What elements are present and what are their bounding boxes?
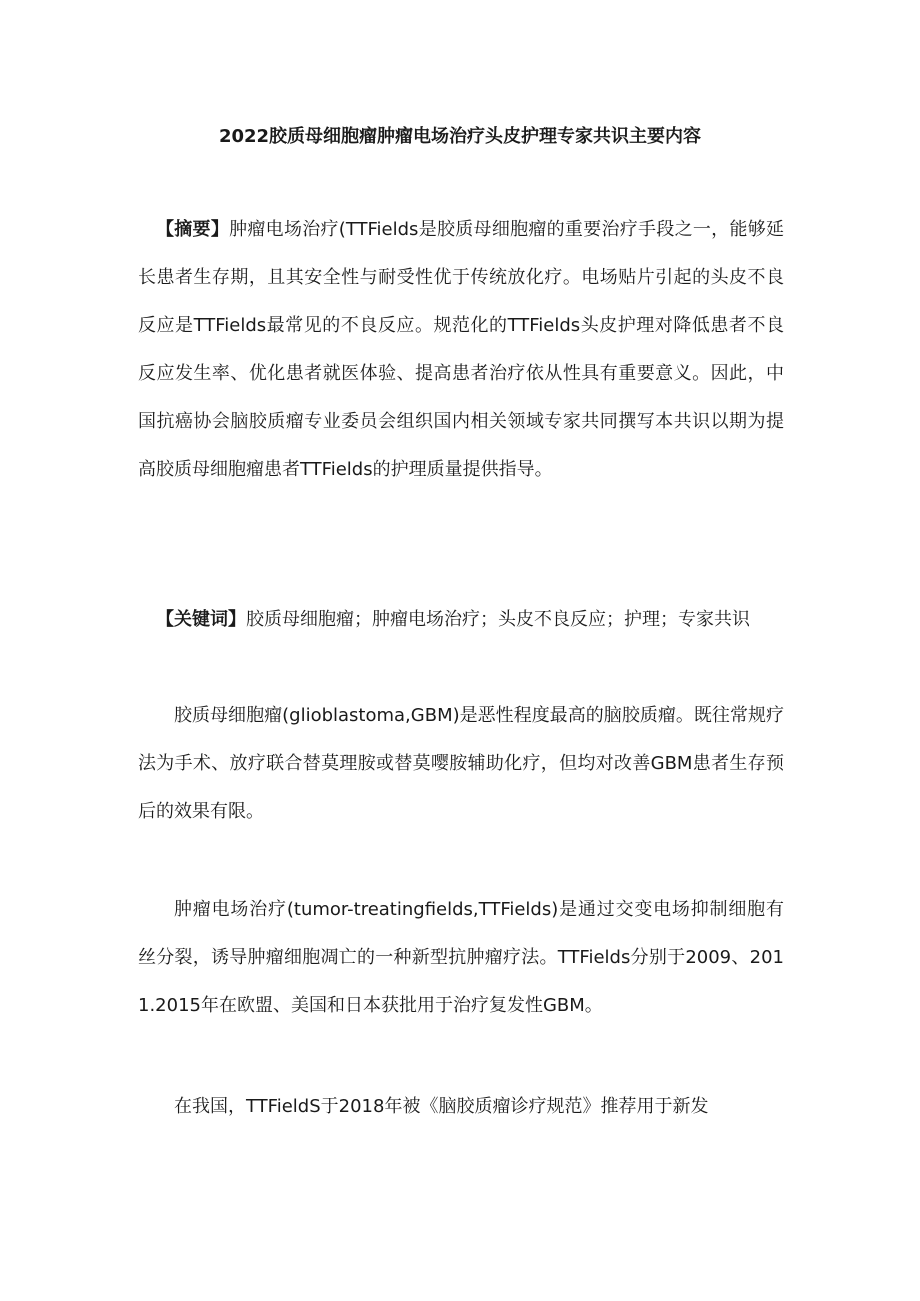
document-title: 2022胶质母细胞瘤肿瘤电场治疗头皮护理专家共识主要内容 [218,126,702,147]
keywords-text: 胶质母细胞瘤；肿瘤电场治疗；头皮不良反应；护理；专家共识 [246,609,750,630]
abstract-label: 【摘要】 [156,219,230,240]
body-paragraph-china: 在我国，TTFieldS于2018年被《脑胶质瘤诊疗规范》推荐用于新发 [174,1096,709,1117]
abstract-text: 肿瘤电场治疗(TTFields是胶质母细胞瘤的重要治疗手段之一，能够延长患者生存期，且其安全性与耐受性优于传统放化疗。电场贴片引起的头皮不良反应是TTFields最常见的不良反应。规范化的TTFields头皮护理对降低患者不良反应发生率、优化患者就医体验、提高患者治疗依从性具有重要意义。因此，中国抗癌协会脑胶质瘤专业委员会组织国内相关领域专家共同撰写本共识以期为提高胶质母细胞瘤患者TTFields的护理质量提供指导。 [138,219,785,480]
keywords-paragraph [138,596,784,644]
abstract-paragraph [138,206,784,494]
body-paragraph-ttfields: 肿瘤电场治疗(tumor-treatingfields,TTFields)是通过交变电场抑制细胞有丝分裂，诱导肿瘤细胞凋亡的一种新型抗肿瘤疗法。TTFields分别于2009、2011.2015年在欧盟、美国和日本获批用于治疗复发性GBM。 [138,899,784,1016]
keywords-label: 【关键词】 [156,609,246,630]
body-paragraph-gbm: 胶质母细胞瘤(glioblastoma,GBM)是恶性程度最高的脑胶质瘤。既往常规疗法为手术、放疗联合替莫理胺或替莫嘤胺辅助化疗，但均对改善GBM患者生存预后的效果有限。 [138,705,784,822]
